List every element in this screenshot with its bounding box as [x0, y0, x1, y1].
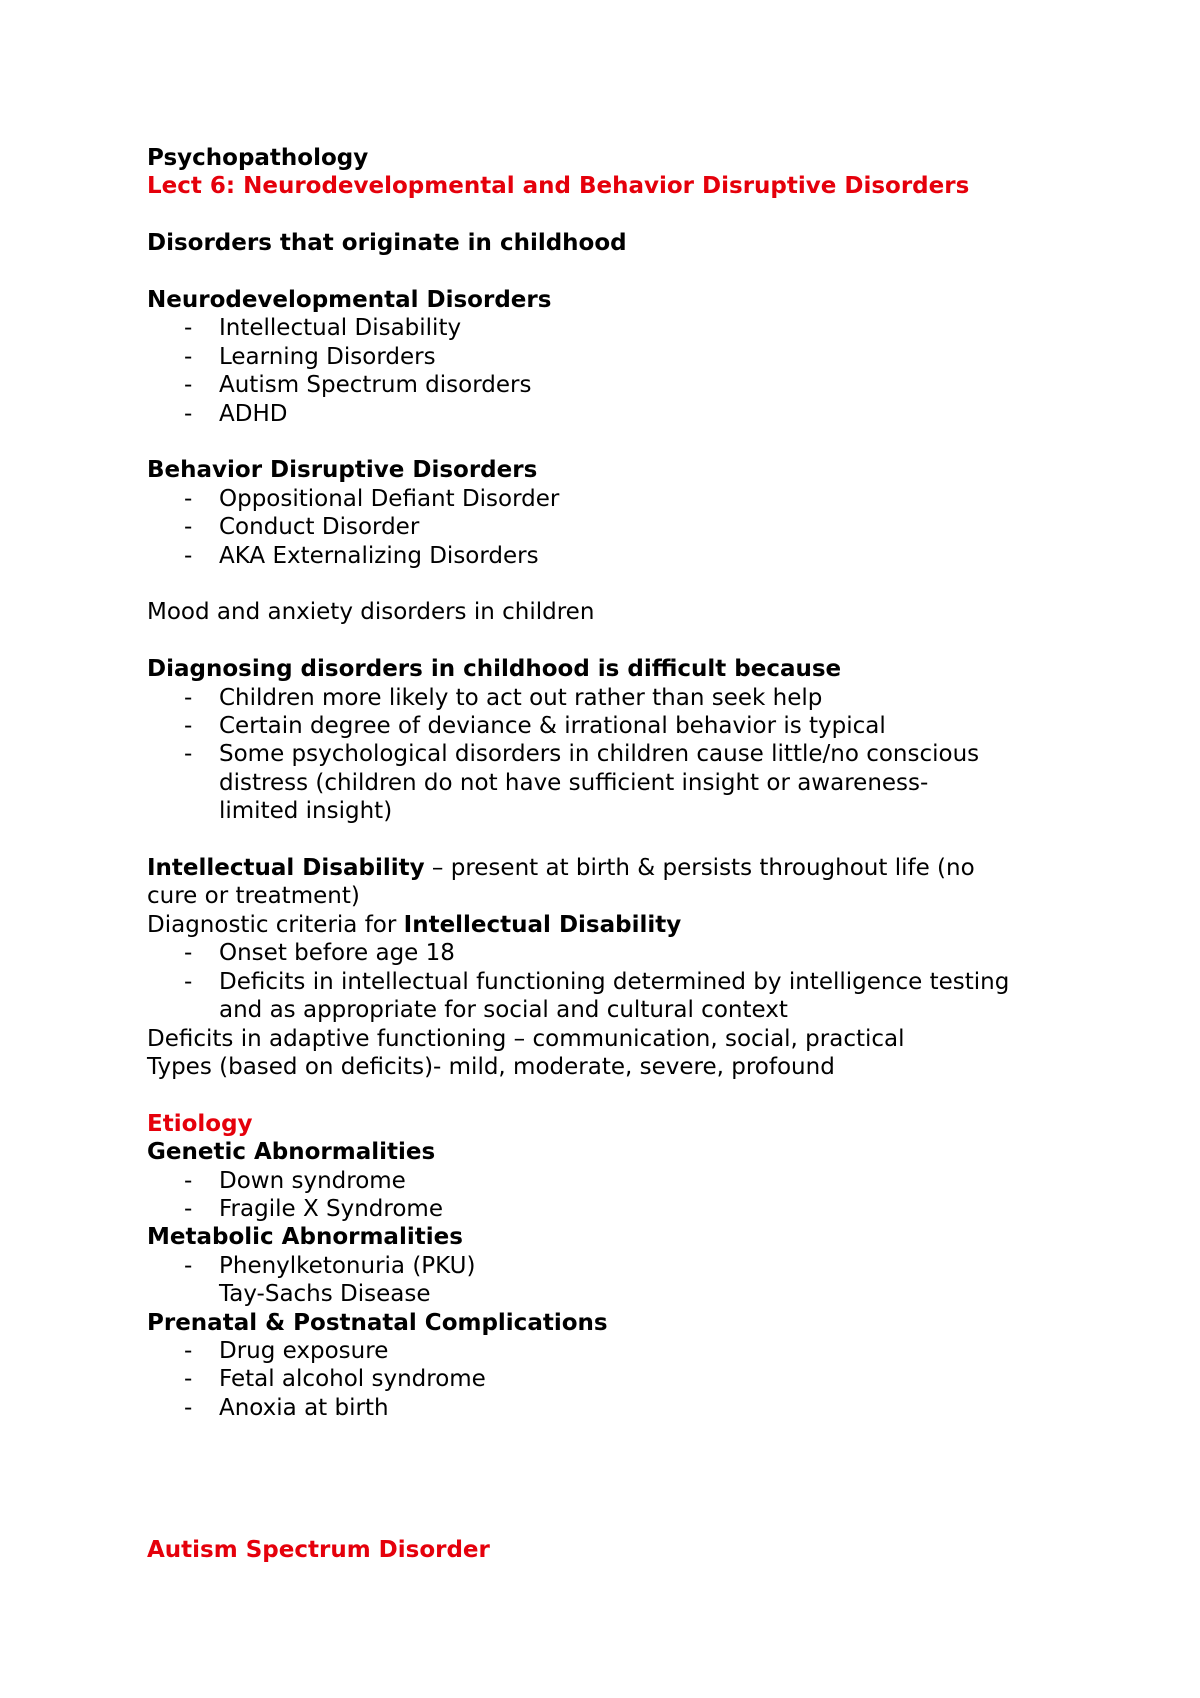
list-item: - Down syndrome	[184, 1167, 406, 1194]
list-item: - Certain degree of deviance & irrational behavior is typical	[184, 713, 886, 740]
metabolic-heading: Metabolic Abnormalities	[147, 1224, 463, 1251]
list-item-continuation: limited insight)	[219, 798, 393, 825]
intellectual-definition-cont: cure or treatment)	[147, 883, 360, 910]
list-item: - Phenylketonuria (PKU)	[184, 1252, 476, 1279]
list-item: - Learning Disorders	[184, 343, 436, 370]
list-item: - Autism Spectrum disorders	[184, 372, 532, 399]
etiology-heading: Etiology	[147, 1110, 253, 1137]
prenatal-heading: Prenatal & Postnatal Complications	[147, 1309, 608, 1336]
course-title: Psychopathology	[147, 145, 369, 171]
list-item: - Drug exposure	[184, 1337, 389, 1364]
list-item: - Fetal alcohol syndrome	[184, 1366, 486, 1393]
list-item: - Conduct Disorder	[184, 514, 420, 541]
list-item: - Deficits in intellectual functioning determined by intelligence testing	[184, 968, 1010, 995]
criteria-line: Diagnostic criteria for Intellectual Disability	[147, 911, 682, 938]
list-item-continuation: Tay-Sachs Disease	[219, 1281, 431, 1308]
mood-line: Mood and anxiety disorders in children	[147, 599, 595, 626]
list-item: - Anoxia at birth	[184, 1394, 389, 1421]
list-item: - Fragile X Syndrome	[184, 1195, 443, 1222]
list-item: - Onset before age 18	[184, 940, 455, 967]
types-line: Types (based on deficits)- mild, moderate, severe, profound	[147, 1053, 835, 1080]
behavior-heading: Behavior Disruptive Disorders	[147, 457, 538, 484]
list-item: - Some psychological disorders in children cause little/no conscious	[184, 741, 980, 768]
adaptive-line: Deficits in adaptive functioning – communication, social, practical	[147, 1025, 905, 1052]
genetic-heading: Genetic Abnormalities	[147, 1139, 436, 1166]
diagnosing-heading: Diagnosing disorders in childhood is difficult because	[147, 656, 842, 683]
neuro-heading: Neurodevelopmental Disorders	[147, 287, 552, 313]
intellectual-definition: Intellectual Disability – present at birth & persists throughout life (no	[147, 855, 975, 882]
list-item: - ADHD	[184, 400, 288, 427]
list-item-continuation: distress (children do not have sufficient insight or awareness-	[219, 769, 929, 796]
list-item: - Oppositional Defiant Disorder	[184, 485, 560, 512]
autism-heading: Autism Spectrum Disorder	[147, 1536, 490, 1563]
list-item: - Intellectual Disability	[184, 315, 462, 342]
list-item-continuation: and as appropriate for social and cultural context	[219, 997, 788, 1024]
list-item: - AKA Externalizing Disorders	[184, 542, 539, 569]
list-item: - Children more likely to act out rather than seek help	[184, 684, 823, 711]
document-page	[147, 144, 1107, 1564]
lecture-title: Lect 6: Neurodevelopmental and Behavior Disruptive Disorders	[147, 173, 970, 200]
childhood-heading: Disorders that originate in childhood	[147, 230, 627, 257]
